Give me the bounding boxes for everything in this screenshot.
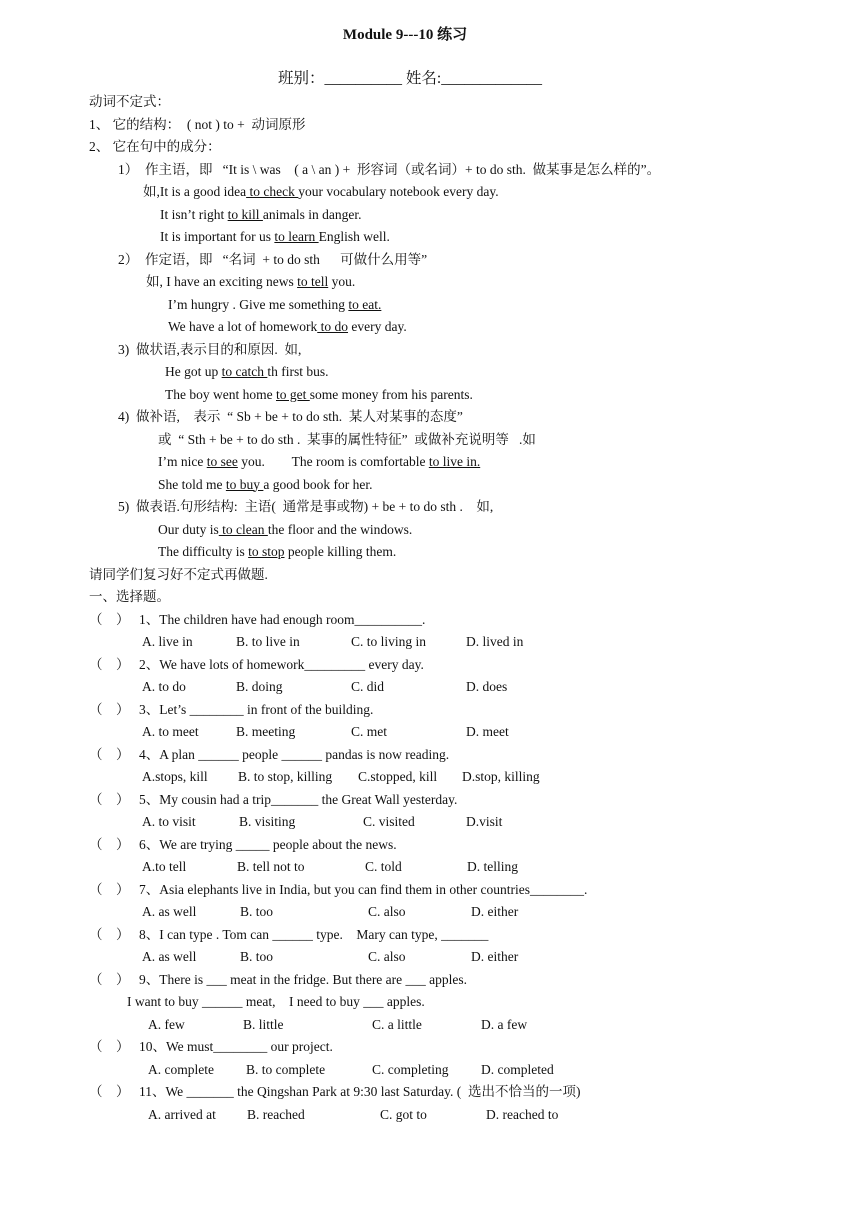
answer-blank[interactable]: （ ）: [89, 746, 130, 762]
option-c: C. also: [368, 904, 406, 919]
question-options: [0, 1059, 860, 1082]
example-sentence: I’m hungry . Give me something to eat.: [168, 296, 382, 312]
option-b: B. too: [240, 949, 274, 964]
class-name-line: [0, 68, 820, 91]
question-options: [0, 766, 860, 789]
option-c: C. to living in: [351, 634, 427, 649]
option-c: C. completing: [372, 1061, 449, 1077]
complement-rule-2: 或 “ Sth + be + to do sth . 某事的属性特征” 或做补充说明等 .如: [158, 431, 536, 447]
review-reminder: 请同学们复习好不定式再做题.: [89, 566, 268, 582]
answer-blank[interactable]: （ ）: [89, 701, 130, 717]
option-c: C. told: [365, 859, 402, 874]
question-stem: （ ） 1、The children have had enough room__________.: [0, 609, 860, 632]
option-a: A. few: [148, 1016, 185, 1032]
question-stem: （ ） 7、Asia elephants live in India, but you can find them in other countries________.: [0, 879, 860, 902]
example-sentence: He got up to catch th first bus.: [165, 364, 329, 379]
question-stem: （ ） 10、We must________ our project.: [0, 1036, 860, 1059]
answer-blank[interactable]: （ ）: [89, 1084, 130, 1099]
option-d: D. meet: [466, 724, 509, 739]
question-options: [0, 946, 860, 969]
option-b: B. to live in: [236, 634, 300, 649]
option-d: D. telling: [467, 859, 518, 874]
option-a: A. to do: [142, 679, 186, 694]
exercise-heading: 一、选择题。: [89, 589, 170, 604]
question-stem: （ ） 5、My cousin had a trip_______ the Great Wall yesterday.: [0, 789, 860, 812]
option-a: A. live in: [142, 634, 193, 649]
question-options: [0, 856, 860, 879]
option-d: D.stop, killing: [462, 769, 540, 784]
option-b: B. reached: [247, 1106, 305, 1122]
option-a: A. to meet: [142, 724, 199, 739]
worksheet-body: [0, 91, 860, 1126]
predicative-rule: 5) 做表语.句形结构: 主语( 通常是事或物) + be + to do sth . 如,: [118, 499, 494, 514]
option-b: B. to complete: [246, 1061, 326, 1077]
class-field: 班别：__________: [278, 70, 403, 87]
option-a: A. as well: [142, 904, 197, 919]
option-a: A.stops, kill: [142, 769, 208, 784]
answer-blank[interactable]: （ ）: [89, 926, 130, 942]
question-options: [0, 901, 860, 924]
example-sentence: I’m nice to see you. The room is comfortable to live in.: [158, 454, 481, 469]
question-stem: （ ） 11、We _______ the Qingshan Park at 9:30 last Saturday. ( 选出不恰当的一项): [0, 1081, 860, 1104]
option-c: C. got to: [380, 1106, 427, 1122]
answer-blank[interactable]: （ ）: [89, 656, 130, 672]
subject-rule: 1） 作主语，即 “It is \ was ( a \ an ) + 形容词（或名词）+ to do sth. 做某事是怎么样的”。: [118, 161, 661, 177]
page-title: Module 9---10 练习: [342, 27, 468, 43]
structure-point: 1、 它的结构： ( not ) to + 动词原形: [89, 116, 306, 132]
answer-blank[interactable]: （ ）: [89, 881, 130, 897]
question-options: [0, 631, 860, 654]
question-stem: （ ） 3、Let’s ________ in front of the building.: [0, 699, 860, 722]
option-c: C. a little: [372, 1016, 422, 1032]
option-d: D. does: [466, 679, 508, 694]
example-sentence: We have a lot of homework to do every day.: [168, 319, 407, 334]
option-b: B. doing: [236, 679, 283, 694]
complement-rule: 4) 做补语, 表示 “ Sb + be + to do sth. 某人对某事的态度”: [118, 409, 463, 424]
example-sentence: The difficulty is to stop people killing them.: [158, 544, 397, 559]
grammar-heading: 动词不定式：: [89, 94, 170, 109]
question-stem-extra: I want to buy ______ meat, I need to buy ___ apples.: [127, 994, 425, 1009]
option-b: B. visiting: [239, 814, 296, 829]
option-a: A. as well: [142, 949, 197, 964]
example-sentence: Our duty is to clean the floor and the windows.: [158, 521, 413, 537]
question-options: [0, 1104, 860, 1127]
option-d: D. lived in: [466, 634, 524, 649]
answer-blank[interactable]: （ ）: [89, 971, 130, 987]
example-sentence: 如, I have an exciting news to tell you.: [146, 274, 356, 289]
example-sentence: She told me to buy a good book for her.: [158, 476, 373, 492]
question-stem: （ ） 2、We have lots of homework_________ every day.: [0, 654, 860, 677]
attribute-rule: 2） 作定语，即 “名词 + to do sth 可做什么用等”: [118, 251, 428, 267]
question-options: [0, 1014, 860, 1037]
answer-blank[interactable]: （ ）: [89, 1039, 130, 1054]
option-b: B. tell not to: [237, 859, 305, 874]
example-sentence: The boy went home to get some money from his parents.: [165, 386, 473, 402]
question-options: [0, 676, 860, 699]
option-d: D. a few: [481, 1016, 528, 1032]
option-d: D. reached to: [486, 1106, 559, 1122]
example-sentence: It isn’t right to kill animals in danger.: [160, 206, 362, 222]
option-d: D. either: [471, 904, 519, 919]
option-d: D. completed: [481, 1061, 554, 1077]
answer-blank[interactable]: （ ）: [89, 791, 130, 807]
option-b: B. little: [243, 1016, 284, 1032]
example-sentence: It is important for us to learn English well.: [160, 229, 390, 244]
option-c: C.stopped, kill: [358, 769, 438, 784]
question-stem: （ ） 4、A plan ______ people ______ pandas is now reading.: [0, 744, 860, 767]
option-c: C. did: [351, 679, 385, 694]
name-field: 姓名:_____________: [405, 70, 542, 87]
example-sentence: 如,It is a good idea to check your vocabulary notebook every day.: [143, 184, 499, 199]
question-options: [0, 811, 860, 834]
question-stem: （ ） 8、I can type . Tom can ______ type. Mary can type, _______: [0, 924, 860, 947]
question-options: [0, 721, 860, 744]
function-point: 2、 它在句中的成分：: [89, 139, 221, 154]
option-c: C. visited: [363, 814, 415, 829]
answer-blank[interactable]: （ ）: [89, 836, 130, 852]
question-stem: （ ） 9、There is ___ meat in the fridge. But there are ___ apples.: [0, 969, 860, 992]
option-a: A. arrived at: [148, 1106, 216, 1122]
option-c: C. met: [351, 724, 387, 739]
option-b: B. meeting: [236, 724, 296, 739]
adverbial-rule: 3) 做状语,表示目的和原因. 如,: [118, 341, 302, 357]
option-b: B. too: [240, 904, 274, 919]
question-list: [0, 609, 860, 1127]
option-d: D.visit: [466, 814, 503, 829]
option-a: A. complete: [148, 1061, 214, 1077]
option-a: A.to tell: [142, 859, 187, 874]
option-b: B. to stop, killing: [238, 769, 333, 784]
option-a: A. to visit: [142, 814, 196, 829]
option-c: C. also: [368, 949, 406, 964]
option-d: D. either: [471, 949, 519, 964]
answer-blank[interactable]: （ ）: [89, 611, 130, 627]
question-stem: （ ） 6、We are trying _____ people about the news.: [0, 834, 860, 857]
